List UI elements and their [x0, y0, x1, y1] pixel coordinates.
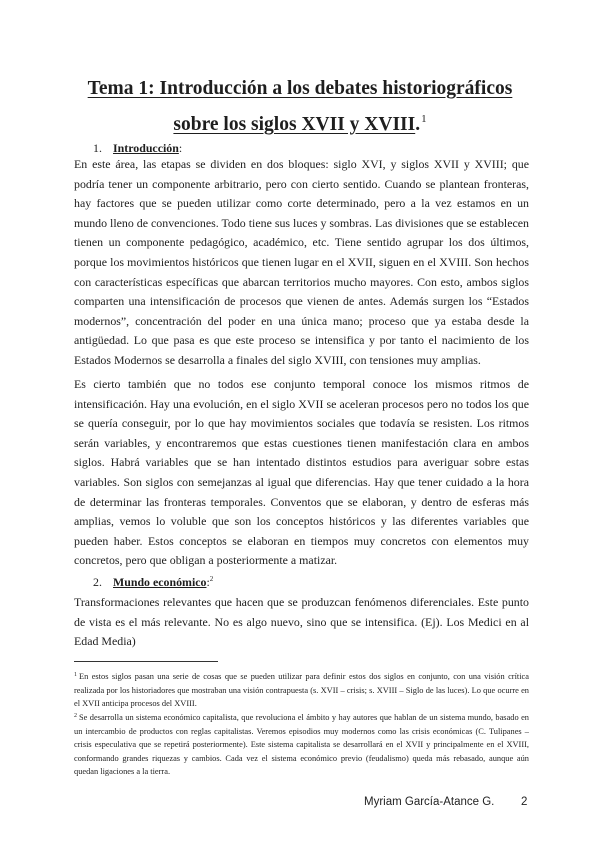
footnote-1-mark: 1	[74, 672, 77, 678]
document-title	[0, 74, 600, 140]
paragraph-2: Es cierto también que no todos ese conjunto temporal conoce los mismos ritmos de intensificación. Hay una evolución, en el siglo XVII se aceleran procesos pero no todos los que se quería conseguir, por lo que hay movimientos sociales que todavía se resisten. Los ritmos serán variables, y encontraremos que estas cuestiones tienen manifestación clara en ambos siglos. Habrá variables que se han intentado distintos estudios para averiguar sobre estas variables. Son siglos con semejanzas al igual que diferencias. Hay que tener cuidado a la hora de determinar las fronteras temporales. Conventos que se elaboran, y dentro de esferas más amplias, vemos lo voluble que son los conceptos históricos y las diferentes variables que pueden haber. Estos conceptos se elaboran en tiempos muy concretos con elementos muy concretos, pero que obligan a posteriormente a matizar.	[74, 377, 529, 568]
title-footnote-ref[interactable]: 1	[421, 113, 427, 125]
footnote-2-mark: 2	[74, 713, 77, 719]
footer-author: Myriam García-Atance G.	[364, 796, 495, 808]
paragraph-1: En este área, las etapas se dividen en dos bloques: siglo XVI, y siglos XVII y XVIII; que podría tener un componente arbitrario, pero con cierto sentido. Cuando se plantean fronteras, hay factores que se pueden utilizar como corte determinado, pero a la vez estamos en un mundo lleno de convenciones. Todo tiene sus luces y sombras. Las divisiones que se establecen tienen un componente pedagógico, académico, etc. Tiene sentido agrupar los dos últimos, porque los movimientos históricos que tienen lugar en el XVII, siguen en el XVIII. Son hechos con características específicas que abarcan territorios mucho mayores. Con esto, ambos siglos comparten una intensificación de procesos que vienen de antes. Además surgen los “Estados modernos”, concentración del poder en una única mano; proceso que ya estaba desde la antigüedad. Lo que pasa es que este proceso se intensifica y por tanto el nacimiento de los Estados Modernos se desarrolla a finales del siglo XVIII, con tensiones muy amplias.	[74, 157, 529, 367]
footnote-1-text: En estos siglos pasan una serie de cosas que se pueden utilizar para definir estos dos siglos en conjunto, con una visión crítica realizada por los historiadores que mostraban una visión contrapuesta (s. XVII – crisis; s. XVIII – Siglo de las luces). Lo que ocurre en el XVII anticipa procesos del XVIII.	[74, 672, 529, 709]
paragraph-3: Transformaciones relevantes que hacen que se produzcan fenómenos diferenciales. Este punto de vista es el más relevante. No es algo nuevo, sino que se intensifica. (Ej). Los Medici en al Edad Media)	[74, 595, 529, 649]
section-heading-mundo-economico: 2. Mundo económico:$^2$	[93, 575, 214, 589]
footnote-2-text: Se desarrolla un sistema económico capitalista, que revoluciona el ámbito y hay autores que hablan de un sistema mundo, basado en un intercambio de productos con reglas capitalistas. Veremos episodios muy modernos como las crisis económicas (C. Tulipanes – crisis especulativa que se repetirá posteriormente). Este sistema capitalista se desarrollará en el XVII y principalmente en el XVIII, conformando grandes riquezas y cambios. Cada vez el sistema económico previo (feudalismo) queda más rebasado, aunque aún quedan ligaciones a la tierra.	[74, 713, 529, 777]
section-heading-introduccion: 1. Introducción:	[93, 141, 183, 155]
footnote-separator	[74, 661, 218, 662]
footer-page-number: 2	[521, 796, 528, 808]
section2-footnote-ref[interactable]: 2	[209, 575, 214, 583]
footnote-1	[74, 669, 529, 711]
title-line-2: sobre los siglos XVII y XVIII.$^1$	[173, 113, 427, 135]
title-line-1: Tema 1: Introducción a los debates historiográficos	[87, 78, 513, 99]
footnote-2	[74, 710, 529, 779]
